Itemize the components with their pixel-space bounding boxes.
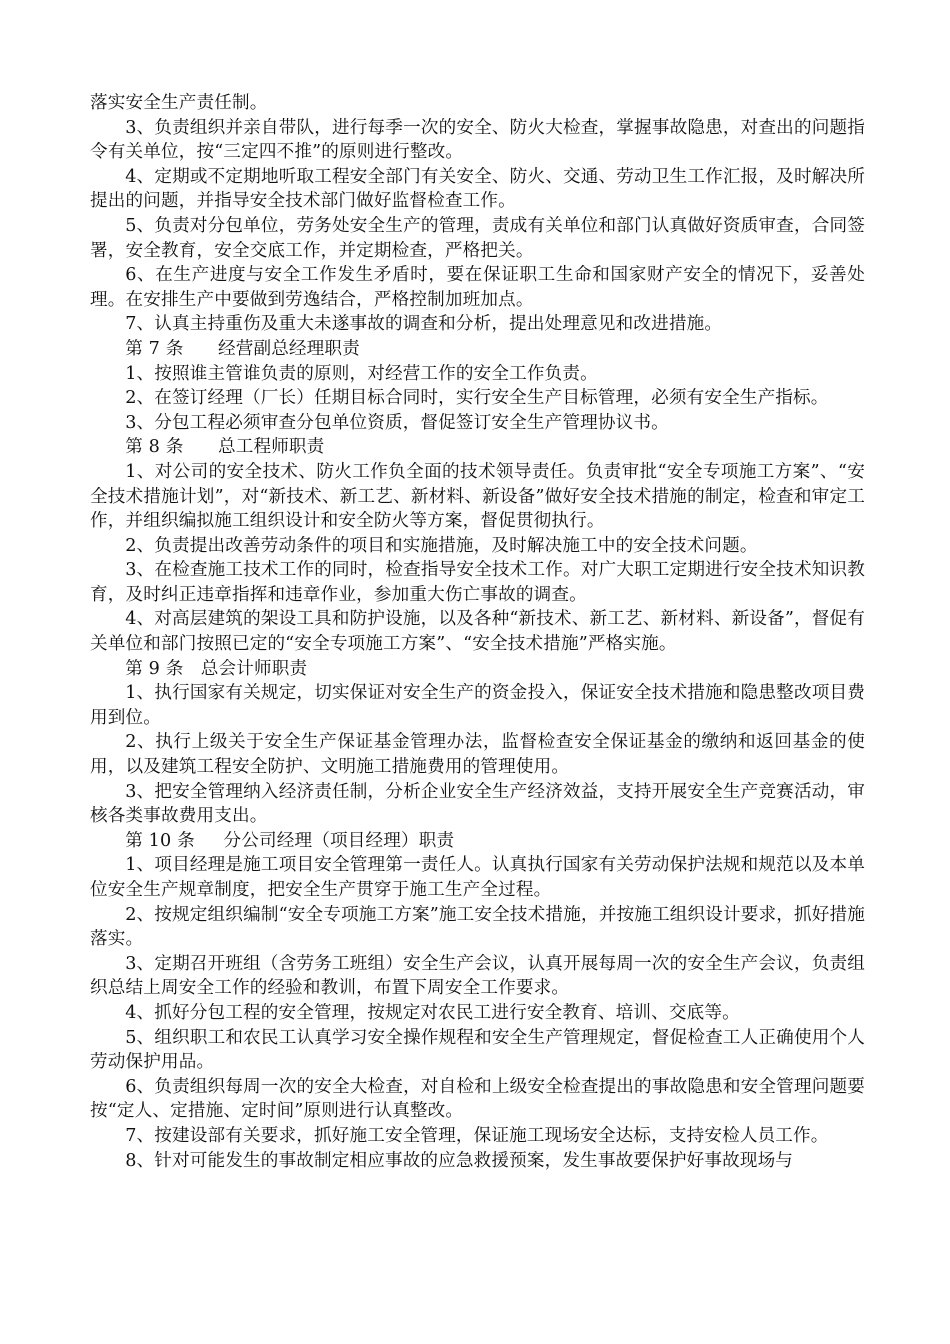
paragraph: 6、负责组织每周一次的安全大检查，对自检和上级安全检查提出的事故隐患和安全管理问题要按“定人、定措施、定时间”原则进行认真整改。 (90, 1076, 865, 1122)
paragraph: 2、负责提出改善劳动条件的项目和实施措施，及时解决施工中的安全技术问题。 (125, 535, 758, 556)
document-page (90, 91, 865, 1173)
paragraph: 8、针对可能发生的事故制定相应事故的应急救援预案，发生事故要保护好事故现场与 (125, 1150, 794, 1171)
paragraph: 7、认真主持重伤及重大未遂事故的调查和分析，提出处理意见和改进措施。 (125, 314, 723, 335)
paragraph: 1、执行国家有关规定，切实保证对安全生产的资金投入，保证安全技术措施和隐患整改项目费用到位。 (90, 683, 865, 728)
paragraph: 3、分包工程必须审查分包单位资质，督促签订安全生产管理协议书。 (125, 412, 669, 433)
paragraph: 1、项目经理是施工项目安全管理第一责任人。认真执行国家有关劳动保护法规和规范以及本单位安全生产规章制度，把安全生产贯穿于施工生产全过程。 (90, 855, 865, 900)
paragraph: 4、对高层建筑的架设工具和防护设施，以及各种“新技术、新工艺、新材料、新设备”，督促有关单位和部门按照已定的“安全专项施工方案”、“安全技术措施”严格实施。 (90, 609, 865, 655)
paragraph: 落实安全生产责任制。 (90, 93, 268, 113)
paragraph: 4、抓好分包工程的安全管理，按规定对农民工进行安全教育、培训、交底等。 (125, 1002, 740, 1023)
paragraph: 2、按规定组织编制“安全专项施工方案”施工安全技术措施，并按施工组织设计要求，抓好措施落实。 (90, 904, 865, 950)
paragraph: 5、负责对分包单位，劳务处安全生产的管理，责成有关单位和部门认真做好资质审查，合同签署，安全教育，安全交底工作，并定期检查，严格把关。 (90, 215, 865, 261)
article-heading: 第 9 条 总会计师职责 (125, 658, 308, 679)
paragraph: 5、组织职工和农民工认真学习安全操作规程和安全生产管理规定，督促检查工人正确使用个人劳动保护用品。 (90, 1027, 865, 1073)
paragraph: 6、在生产进度与安全工作发生矛盾时，要在保证职工生命和国家财产安全的情况下，妥善处理。在安排生产中要做到劳逸结合，严格控制加班加点。 (90, 265, 865, 310)
paragraph: 3、定期召开班组（含劳务工班组）安全生产会议，认真开展每周一次的安全生产会议，负责组织总结上周安全工作的经验和教训，布置下周安全工作要求。 (90, 953, 865, 999)
paragraph: 4、定期或不定期地听取工程安全部门有关安全、防火、交通、劳动卫生工作汇报，及时解决所提出的问题，并指导安全技术部门做好监督检查工作。 (90, 166, 865, 212)
paragraph: 7、按建设部有关要求，抓好施工安全管理，保证施工现场安全达标，支持安检人员工作。 (125, 1125, 829, 1146)
article-heading: 第 7 条 经营副总经理职责 (125, 338, 360, 359)
paragraph: 3、在检查施工技术工作的同时，检查指导安全技术工作。对广大职工定期进行安全技术知识教育，及时纠正违章指挥和违章作业，参加重大伤亡事故的调查。 (90, 560, 865, 605)
paragraph: 1、对公司的安全技术、防火工作负全面的技术领导责任。负责审批“安全专项施工方案”、“安全技术措施计划”，对“新技术、新工艺、新材料、新设备”做好安全技术措施的制定，检查和审定工作，并组织编拟施工组织设计和安全防火等方案，督促贯彻执行。 (90, 461, 865, 532)
paragraph: 2、执行上级关于安全生产保证基金管理办法，监督检查安全保证基金的缴纳和返回基金的使用，以及建筑工程安全防护、文明施工措施费用的管理使用。 (90, 732, 865, 778)
paragraph: 3、把安全管理纳入经济责任制，分析企业安全生产经济效益，支持开展安全生产竞赛活动，审核各类事故费用支出。 (90, 781, 865, 827)
article-heading: 第 10 条 分公司经理（项目经理）职责 (125, 830, 455, 851)
paragraph: 2、在签订经理（厂长）任期目标合同时，实行安全生产目标管理，必须有安全生产指标。 (125, 388, 829, 409)
paragraph: 1、按照谁主管谁负责的原则，对经营工作的安全工作负责。 (125, 363, 598, 384)
paragraph: 3、负责组织并亲自带队，进行每季一次的安全、防火大检查，掌握事故隐患，对查出的问题指令有关单位，按“三定四不推”的原则进行整改。 (90, 117, 865, 163)
article-heading: 第 8 条 总工程师职责 (125, 437, 325, 458)
